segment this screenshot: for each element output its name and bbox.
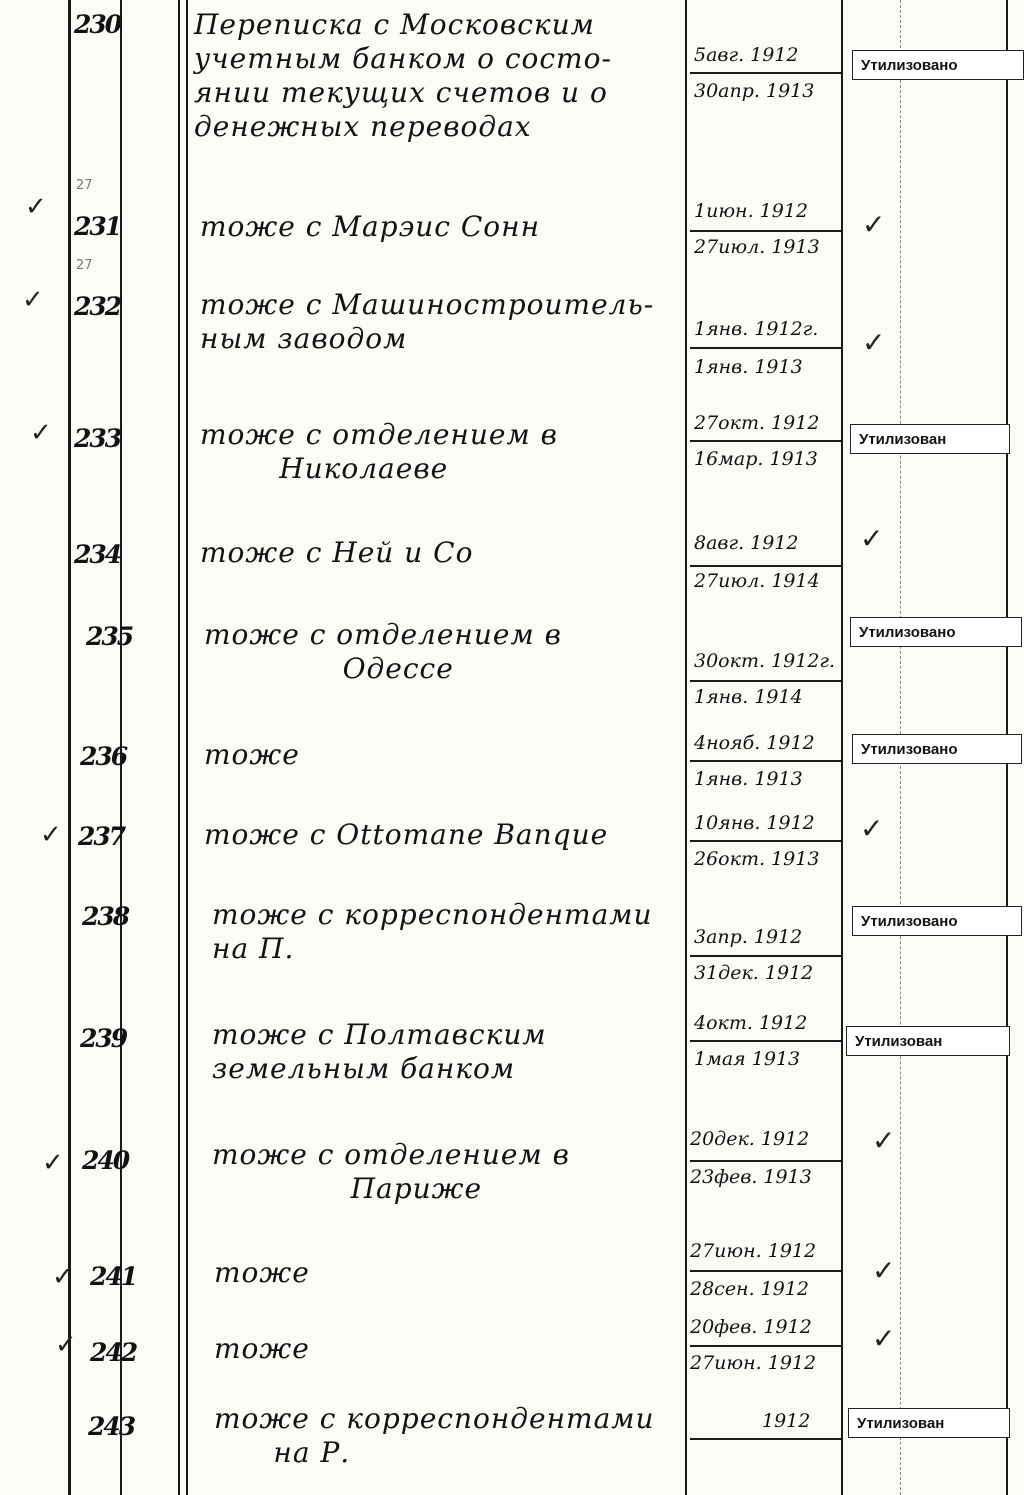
- date-from: 4окт. 1912: [694, 1012, 808, 1034]
- check-mark: ✓: [872, 1322, 896, 1355]
- pencil-note: 27: [76, 258, 93, 273]
- date-from: 1янв. 1912г.: [694, 318, 819, 340]
- date-from: 20дек. 1912: [690, 1128, 810, 1150]
- date-to: 26окт. 1913: [694, 848, 820, 870]
- date-to: 1янв. 1914: [694, 686, 803, 708]
- entry-description: тоже с отделением в Николаеве: [200, 418, 558, 485]
- date-to: 27июл. 1914: [694, 570, 820, 592]
- date-column-rule: [685, 0, 687, 1495]
- check-mark: ✓: [872, 1254, 896, 1287]
- margin-check-mark: ✓: [55, 1330, 77, 1360]
- entry-description: тоже с Ottomane Banque: [204, 818, 609, 851]
- entry-number: 243: [88, 1412, 135, 1441]
- date-to: 1янв. 1913: [694, 356, 803, 378]
- date-from: 5авг. 1912: [694, 44, 799, 66]
- date-from: 27июн. 1912: [690, 1240, 817, 1262]
- entry-description: тоже с Марэис Сонн: [200, 210, 541, 243]
- date-from: 1июн. 1912: [694, 200, 808, 222]
- date-to: 27июн. 1912: [690, 1352, 817, 1374]
- margin-check-mark: ✓: [40, 820, 62, 850]
- date-to: 1янв. 1913: [694, 768, 803, 790]
- entry-description: тоже с корреспондентами на Р.: [214, 1402, 655, 1469]
- entry-number: 236: [80, 742, 127, 771]
- date-divider: [690, 440, 842, 442]
- date-divider: [690, 347, 842, 349]
- check-mark: ✓: [860, 812, 884, 845]
- check-mark: ✓: [862, 326, 886, 359]
- entry-number: 231: [74, 212, 121, 241]
- entry-number: 240: [82, 1146, 129, 1175]
- check-mark: ✓: [862, 208, 886, 241]
- entry-description: тоже с Машиностроитель- ным заводом: [200, 288, 655, 355]
- status-stamp: Утилизовано: [850, 617, 1022, 647]
- date-to: 28сен. 1912: [690, 1278, 810, 1300]
- entry-description: тоже: [214, 1256, 310, 1289]
- margin-check-mark: ✓: [22, 285, 44, 315]
- check-mark: ✓: [860, 522, 884, 555]
- description-column-rule-b: [186, 0, 188, 1495]
- entry-number: 241: [90, 1262, 137, 1291]
- entry-number: 238: [82, 902, 129, 931]
- margin-check-mark: ✓: [42, 1148, 64, 1178]
- entry-description: тоже с отделением в Париже: [212, 1138, 570, 1205]
- date-divider: [690, 680, 842, 682]
- date-from: 27окт. 1912: [694, 412, 820, 434]
- margin-check-mark: ✓: [25, 192, 47, 222]
- date-divider: [690, 760, 842, 762]
- entry-number: 230: [74, 10, 121, 39]
- date-from: 30окт. 1912г.: [694, 650, 836, 672]
- date-divider: [690, 955, 842, 957]
- status-stamp: Утилизовано: [852, 734, 1022, 764]
- date-divider: [690, 72, 842, 74]
- margin-check-mark: ✓: [52, 1262, 74, 1292]
- date-to: 16мар. 1913: [694, 448, 818, 470]
- entry-description: тоже с отделением в Одессе: [204, 618, 562, 685]
- entry-description: тоже: [214, 1332, 310, 1365]
- entry-number: 232: [74, 292, 121, 321]
- entry-number: 235: [86, 622, 133, 651]
- entry-number: 233: [74, 424, 121, 453]
- entry-description: Переписка с Московским учетным банком о состо- янии текущих счетов и о денежных переводах: [194, 8, 612, 143]
- entry-description: тоже с Полтавским земельным банком: [212, 1018, 547, 1085]
- entry-description: тоже: [204, 738, 300, 771]
- date-divider: [690, 1270, 842, 1272]
- date-divider: [690, 840, 842, 842]
- date-divider: [690, 230, 842, 232]
- date-from: 20фев. 1912: [690, 1316, 812, 1338]
- entry-number: 239: [80, 1024, 127, 1053]
- date-from: 1912: [762, 1410, 811, 1432]
- status-stamp: Утилизован: [850, 424, 1010, 454]
- date-divider: [690, 1160, 842, 1162]
- entry-description: тоже с корреспондентами на П.: [212, 898, 653, 965]
- status-stamp: Утилизовано: [852, 906, 1022, 936]
- date-to: 23фев. 1913: [690, 1166, 812, 1188]
- date-divider: [690, 1345, 842, 1347]
- pencil-note: 27: [76, 178, 93, 193]
- date-to: 1мая 1913: [694, 1048, 801, 1070]
- description-column-rule-a: [178, 0, 180, 1495]
- date-divider: [690, 565, 842, 567]
- status-stamp: Утилизован: [846, 1026, 1010, 1056]
- entry-number: 237: [78, 822, 125, 851]
- date-to: 31дек. 1912: [694, 962, 814, 984]
- check-mark: ✓: [872, 1124, 896, 1157]
- date-from: 10янв. 1912: [694, 812, 815, 834]
- status-stamp: Утилизован: [848, 1408, 1010, 1438]
- date-to: 30апр. 1913: [694, 80, 815, 102]
- entry-number: 234: [74, 540, 121, 569]
- entry-description: тоже с Ней и Со: [200, 536, 474, 569]
- date-from: 8авг. 1912: [694, 532, 799, 554]
- date-from: 4нояб. 1912: [694, 732, 815, 754]
- margin-check-mark: ✓: [30, 418, 52, 448]
- date-divider: [690, 1040, 842, 1042]
- status-stamp: Утилизовано: [852, 50, 1024, 80]
- entry-number: 242: [90, 1338, 137, 1367]
- date-to: 27июл. 1913: [694, 236, 820, 258]
- date-from: 3апр. 1912: [694, 926, 803, 948]
- date-divider: [690, 1438, 842, 1440]
